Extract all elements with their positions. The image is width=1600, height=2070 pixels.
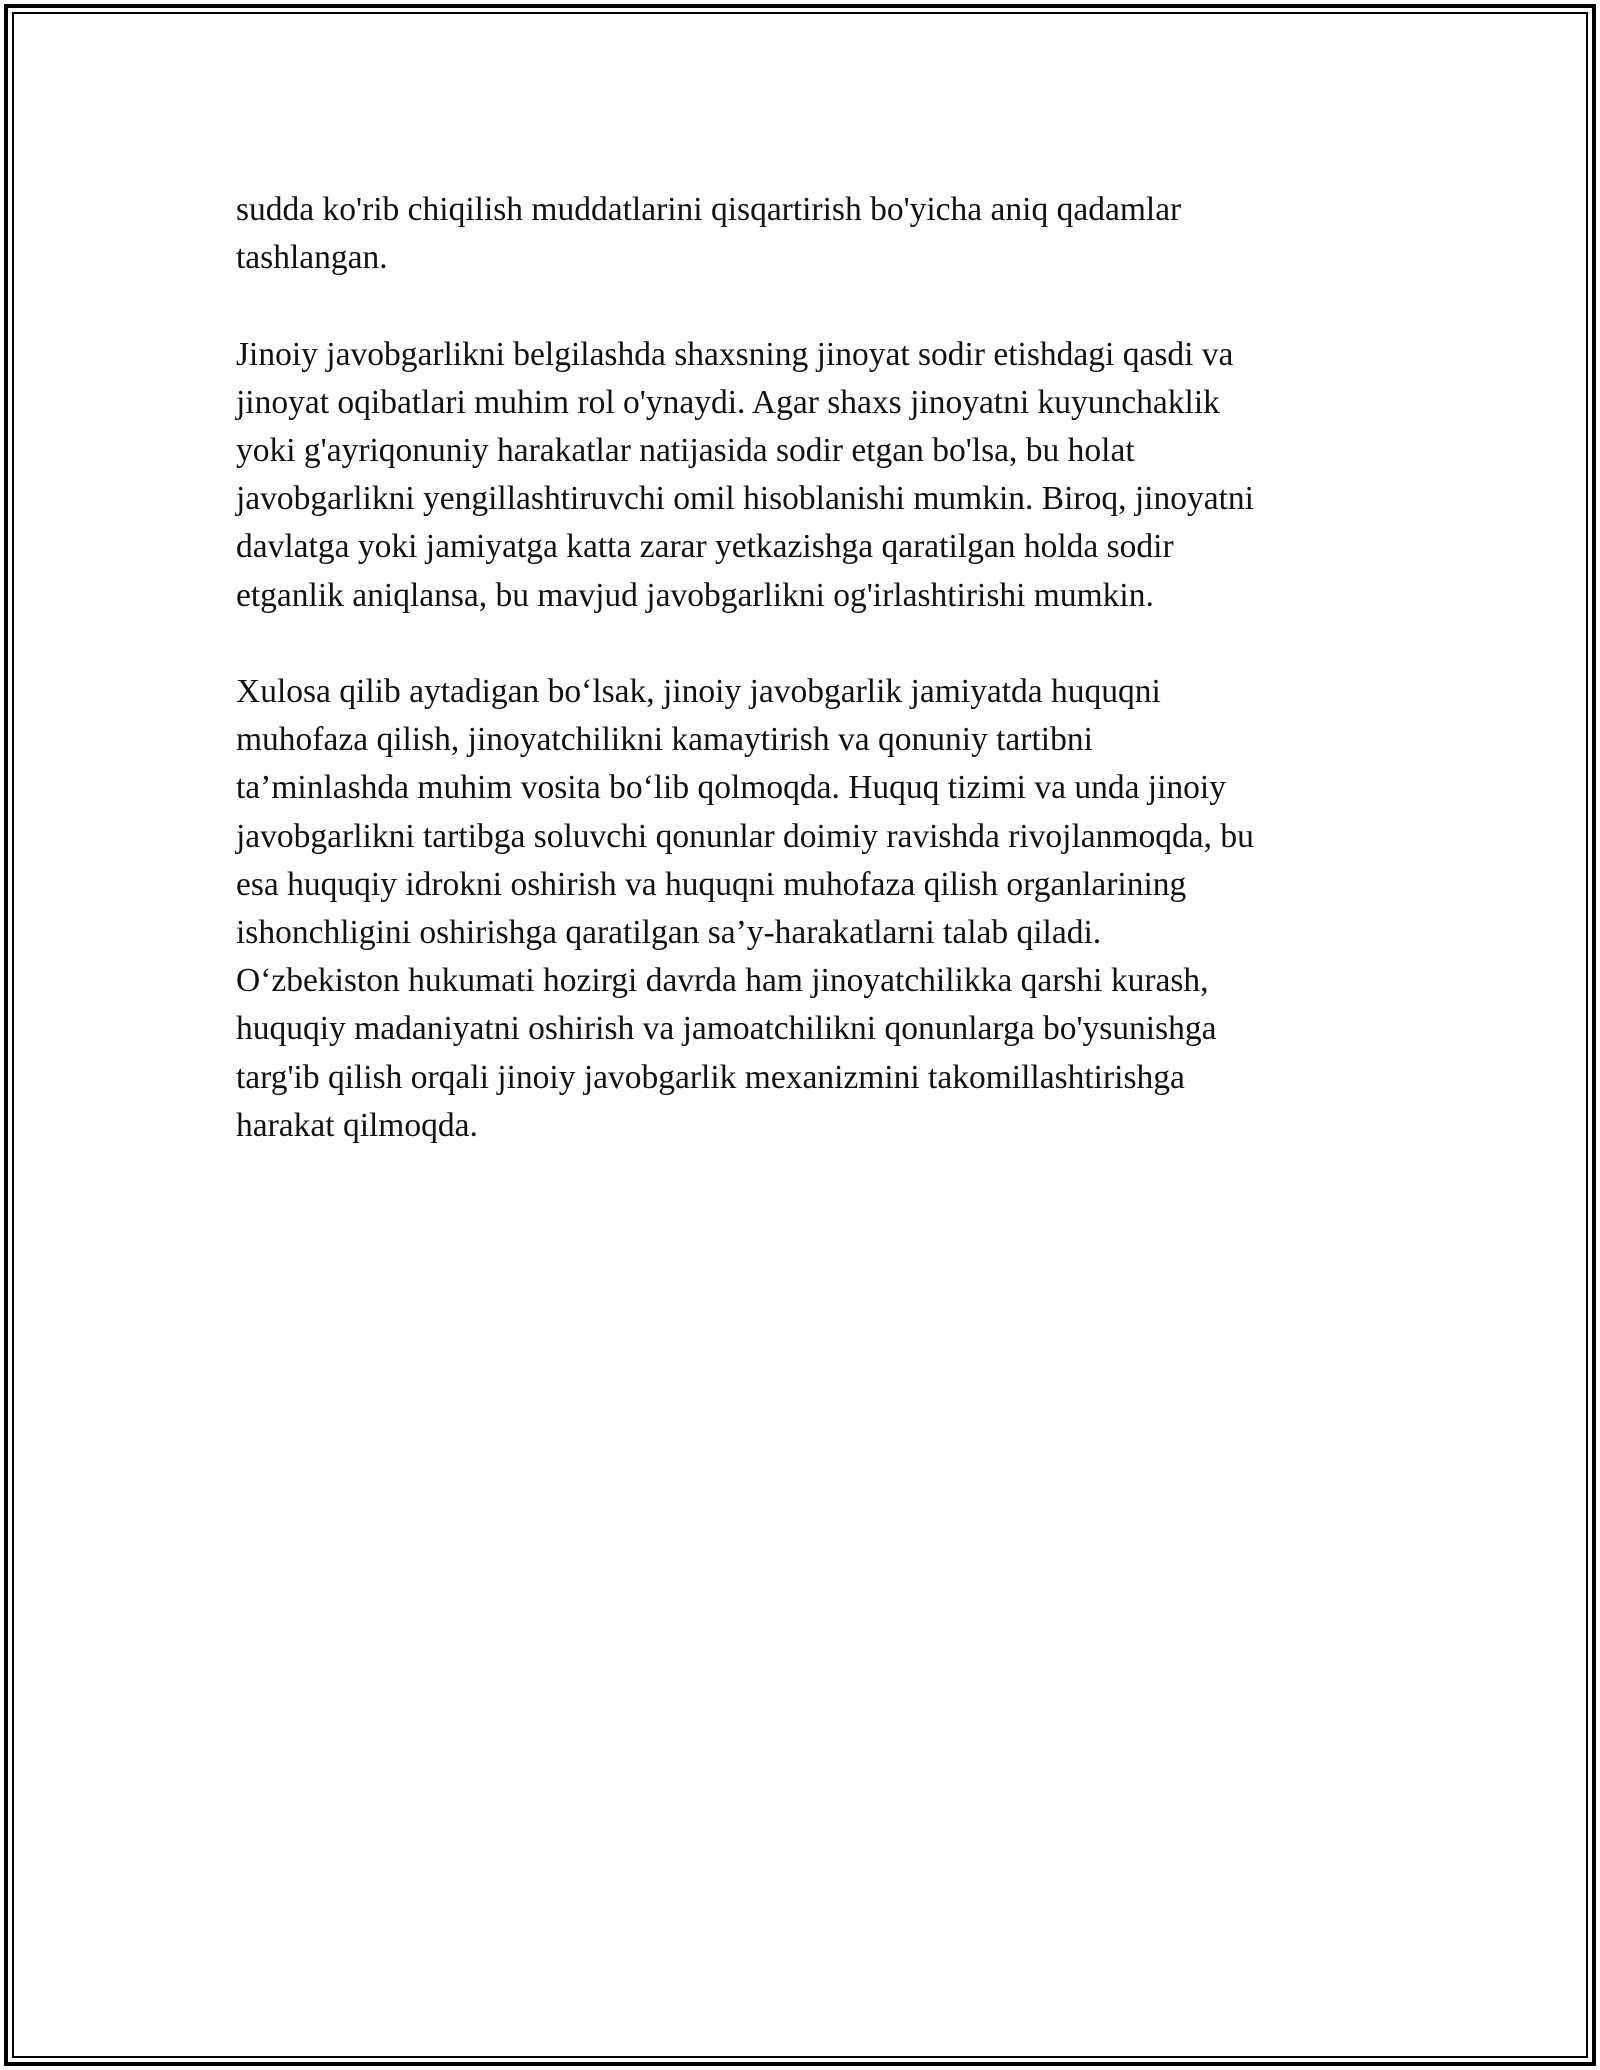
paragraph-continuation: sudda ko'rib chiqilish muddatlarini qisqartirish bo'yicha aniq qadamlar tashlangan. [236,191,1182,277]
paragraph-criminal-liability: Jinoiy javobgarlikni belgilashda shaxsning jinoyat sodir etishdagi qasdi va jinoyat oqibatlari muhim rol o'ynaydi. Agar shaxs jinoyatni kuyunchaklik yoki g'ayriqonuniy harakatlar natijasida sodir etgan bo'lsa, bu holat javobgarlikni yengillashtiruvchi omil hisoblanishi mumkin. Biroq, jinoyatni davlatga yoki jamiyatga katta zarar yetkazishga qaratilgan holda sodir etganlik aniqlansa, bu mavjud javobgarlikni og'irlashtirishi mumkin. [236,335,1254,614]
document-body [236,186,1356,1198]
paragraph-conclusion: Xulosa qilib aytadigan bo‘lsak, jinoiy javobgarlik jamiyatda huquqni muhofaza qilish, jinoyatchilikni kamaytirish va qonuniy tartibni ta’minlashda muhim vosita bo‘lib qolmoqda. Huquq tizimi va unda jinoiy javobgarlikni tartibga soluvchi qonunlar doimiy ravishda rivojlanmoqda, bu esa huquqiy idrokni oshirish va huquqni muhofaza qilish organlarining ishonchligini oshirishga qaratilgan sa’y-harakatlarni talab qiladi. O‘zbekiston hukumati hozirgi davrda ham jinoyatchilikka qarshi kurash, huquqiy madaniyatni oshirish va jamoatchilikni qonunlarga bo'ysunishga targ'ib qilish orqali jinoiy javobgarlik mexanizmini takomillashtirishga harakat qilmoqda. [236,673,1254,1144]
